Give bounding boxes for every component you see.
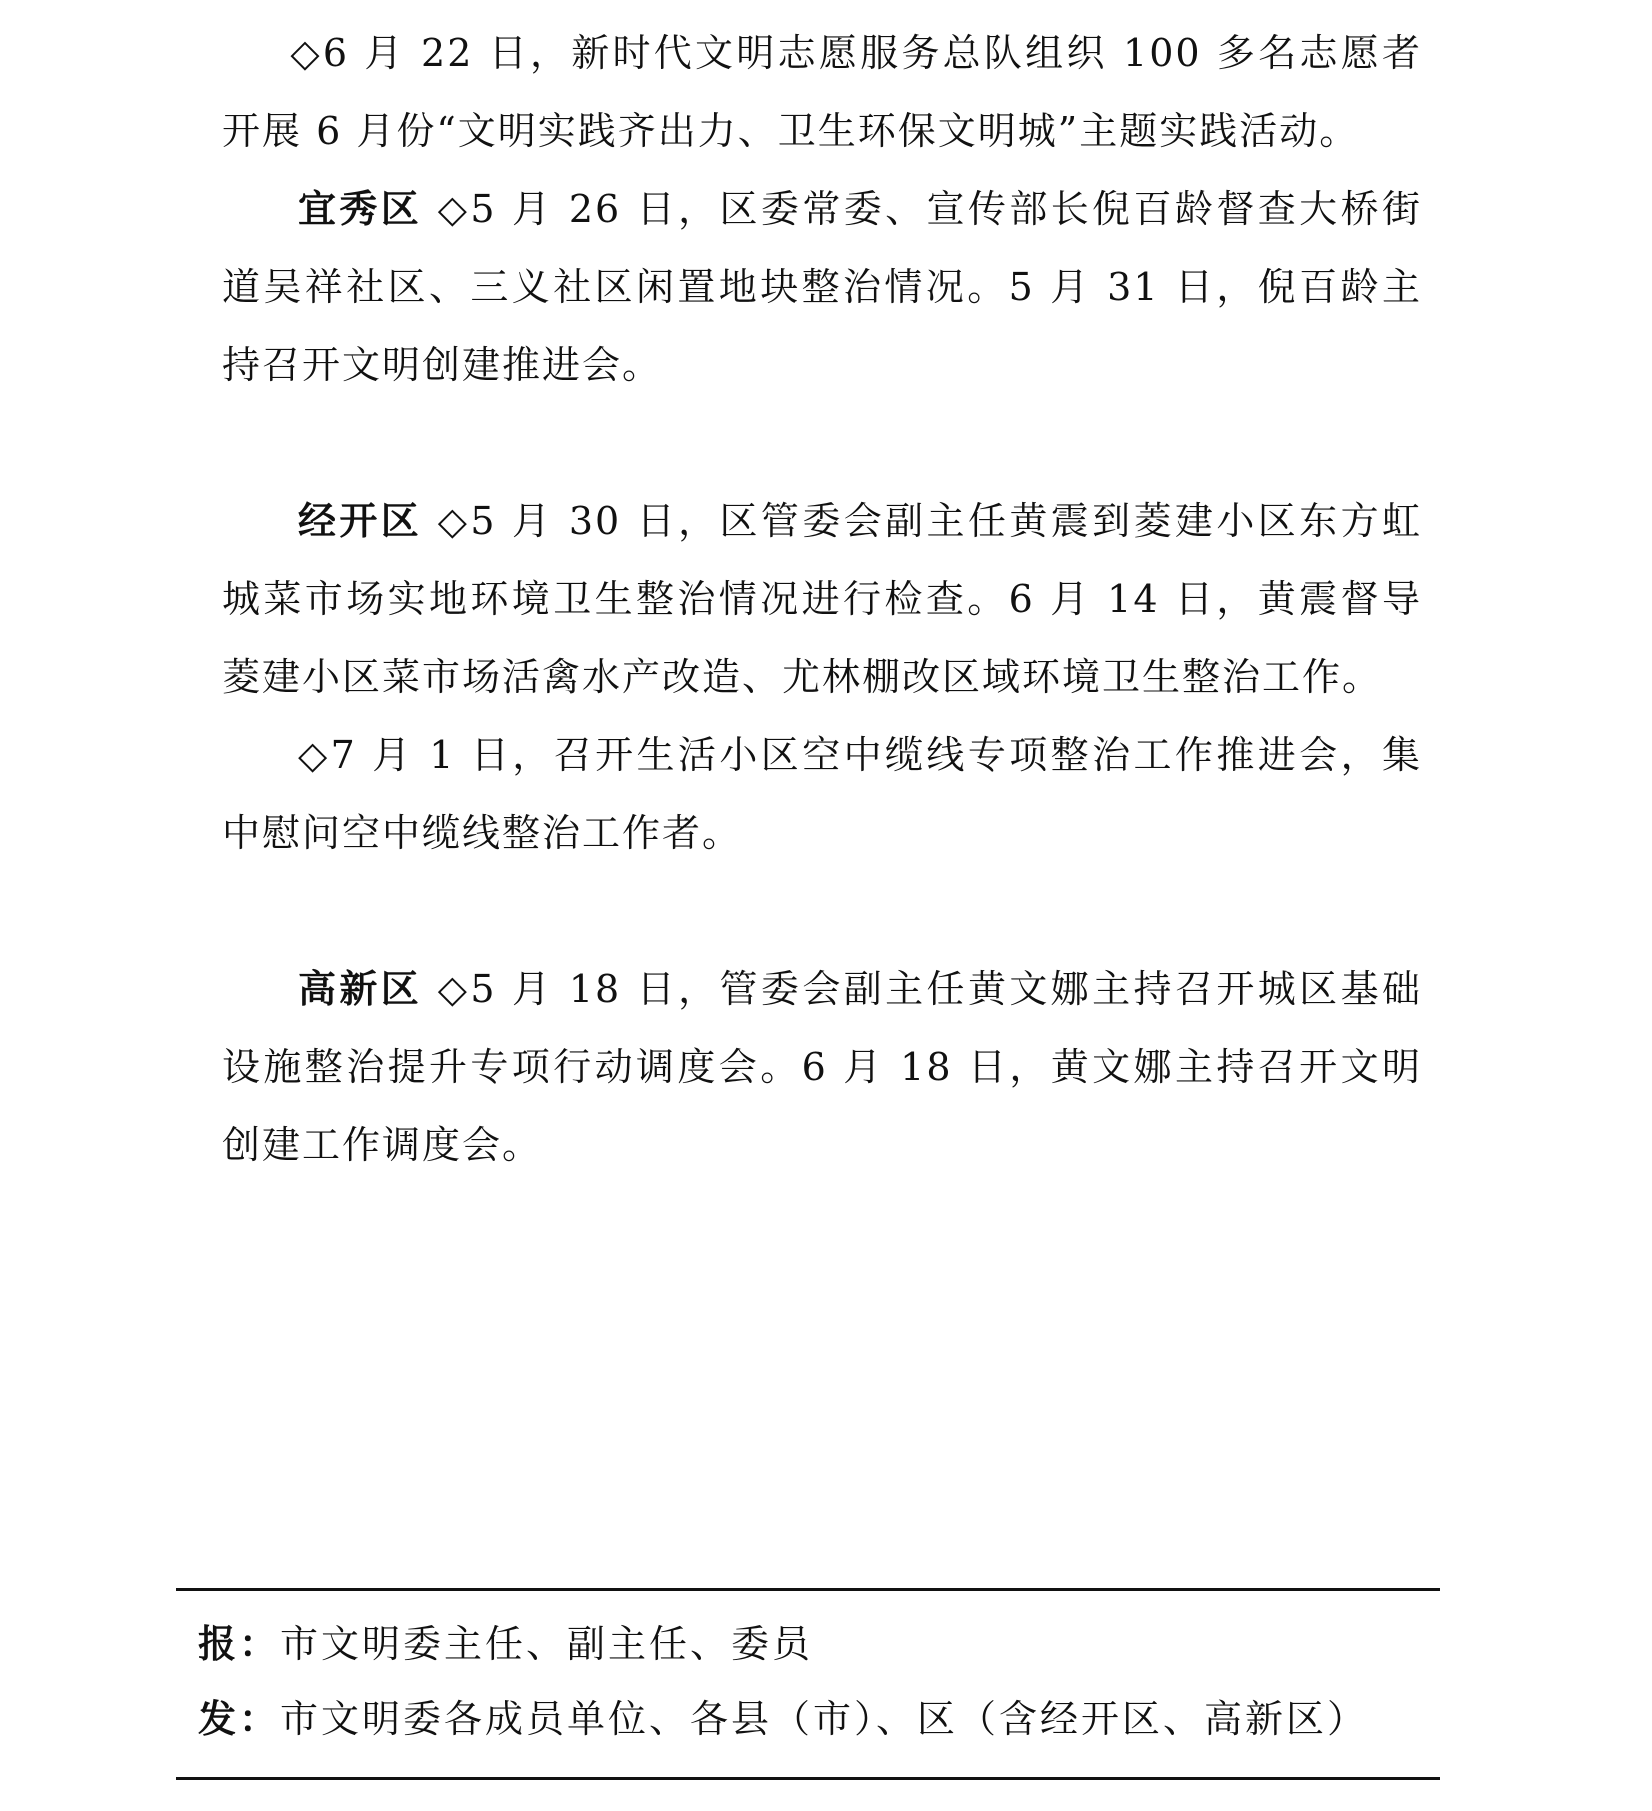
send-label: 发：: [198, 1696, 281, 1741]
paragraph-volunteer-activity: ◇6 月 22 日，新时代文明志愿服务总队组织 100 多名志愿者开展 6 月份“文明实践齐出力、卫生环保文明城”主题实践活动。: [222, 31, 1422, 153]
paragraph-cable-rectification: ◇7 月 1 日，召开生活小区空中缆线专项整治工作推进会，集中慰问空中缆线整治工作者。: [222, 733, 1422, 855]
paragraph-jingkai-district: [222, 482, 1422, 716]
district-name-gaoxin: 高新区: [298, 966, 423, 1011]
document-body: [222, 14, 1422, 1184]
distribution-footer: [176, 1588, 1440, 1780]
report-label: 报：: [198, 1621, 281, 1666]
paragraph-jingkai-text: ◇5 月 30 日，区管委会副主任黄震到菱建小区东方虹城菜市场实地环境卫生整治情况进行检查。6 月 14 日，黄震督导菱建小区菜市场活禽水产改造、尤林棚改区域环境卫生整治工作。: [222, 499, 1422, 699]
send-to-row: [198, 1688, 1368, 1743]
paragraph-yixiu-district: [222, 170, 1422, 404]
send-recipients: 市文明委各成员单位、各县（市）、区（含经开区、高新区）: [280, 1697, 1369, 1741]
report-recipients: 市文明委主任、副主任、委员: [280, 1622, 814, 1666]
paragraph-gaoxin-district: [222, 950, 1422, 1184]
district-name-yixiu: 宜秀区: [298, 186, 423, 231]
paragraph-yixiu-text: ◇5 月 26 日，区委常委、宣传部长倪百龄督查大桥街道吴祥社区、三义社区闲置地块整治情况。5 月 31 日，倪百龄主持召开文明创建推进会。: [222, 187, 1422, 387]
report-to-row: [198, 1613, 813, 1668]
paragraph-gaoxin-text: ◇5 月 18 日，管委会副主任黄文娜主持召开城区基础设施整治提升专项行动调度会。6 月 18 日，黄文娜主持召开文明创建工作调度会。: [222, 967, 1422, 1167]
district-name-jingkai: 经开区: [298, 498, 423, 543]
